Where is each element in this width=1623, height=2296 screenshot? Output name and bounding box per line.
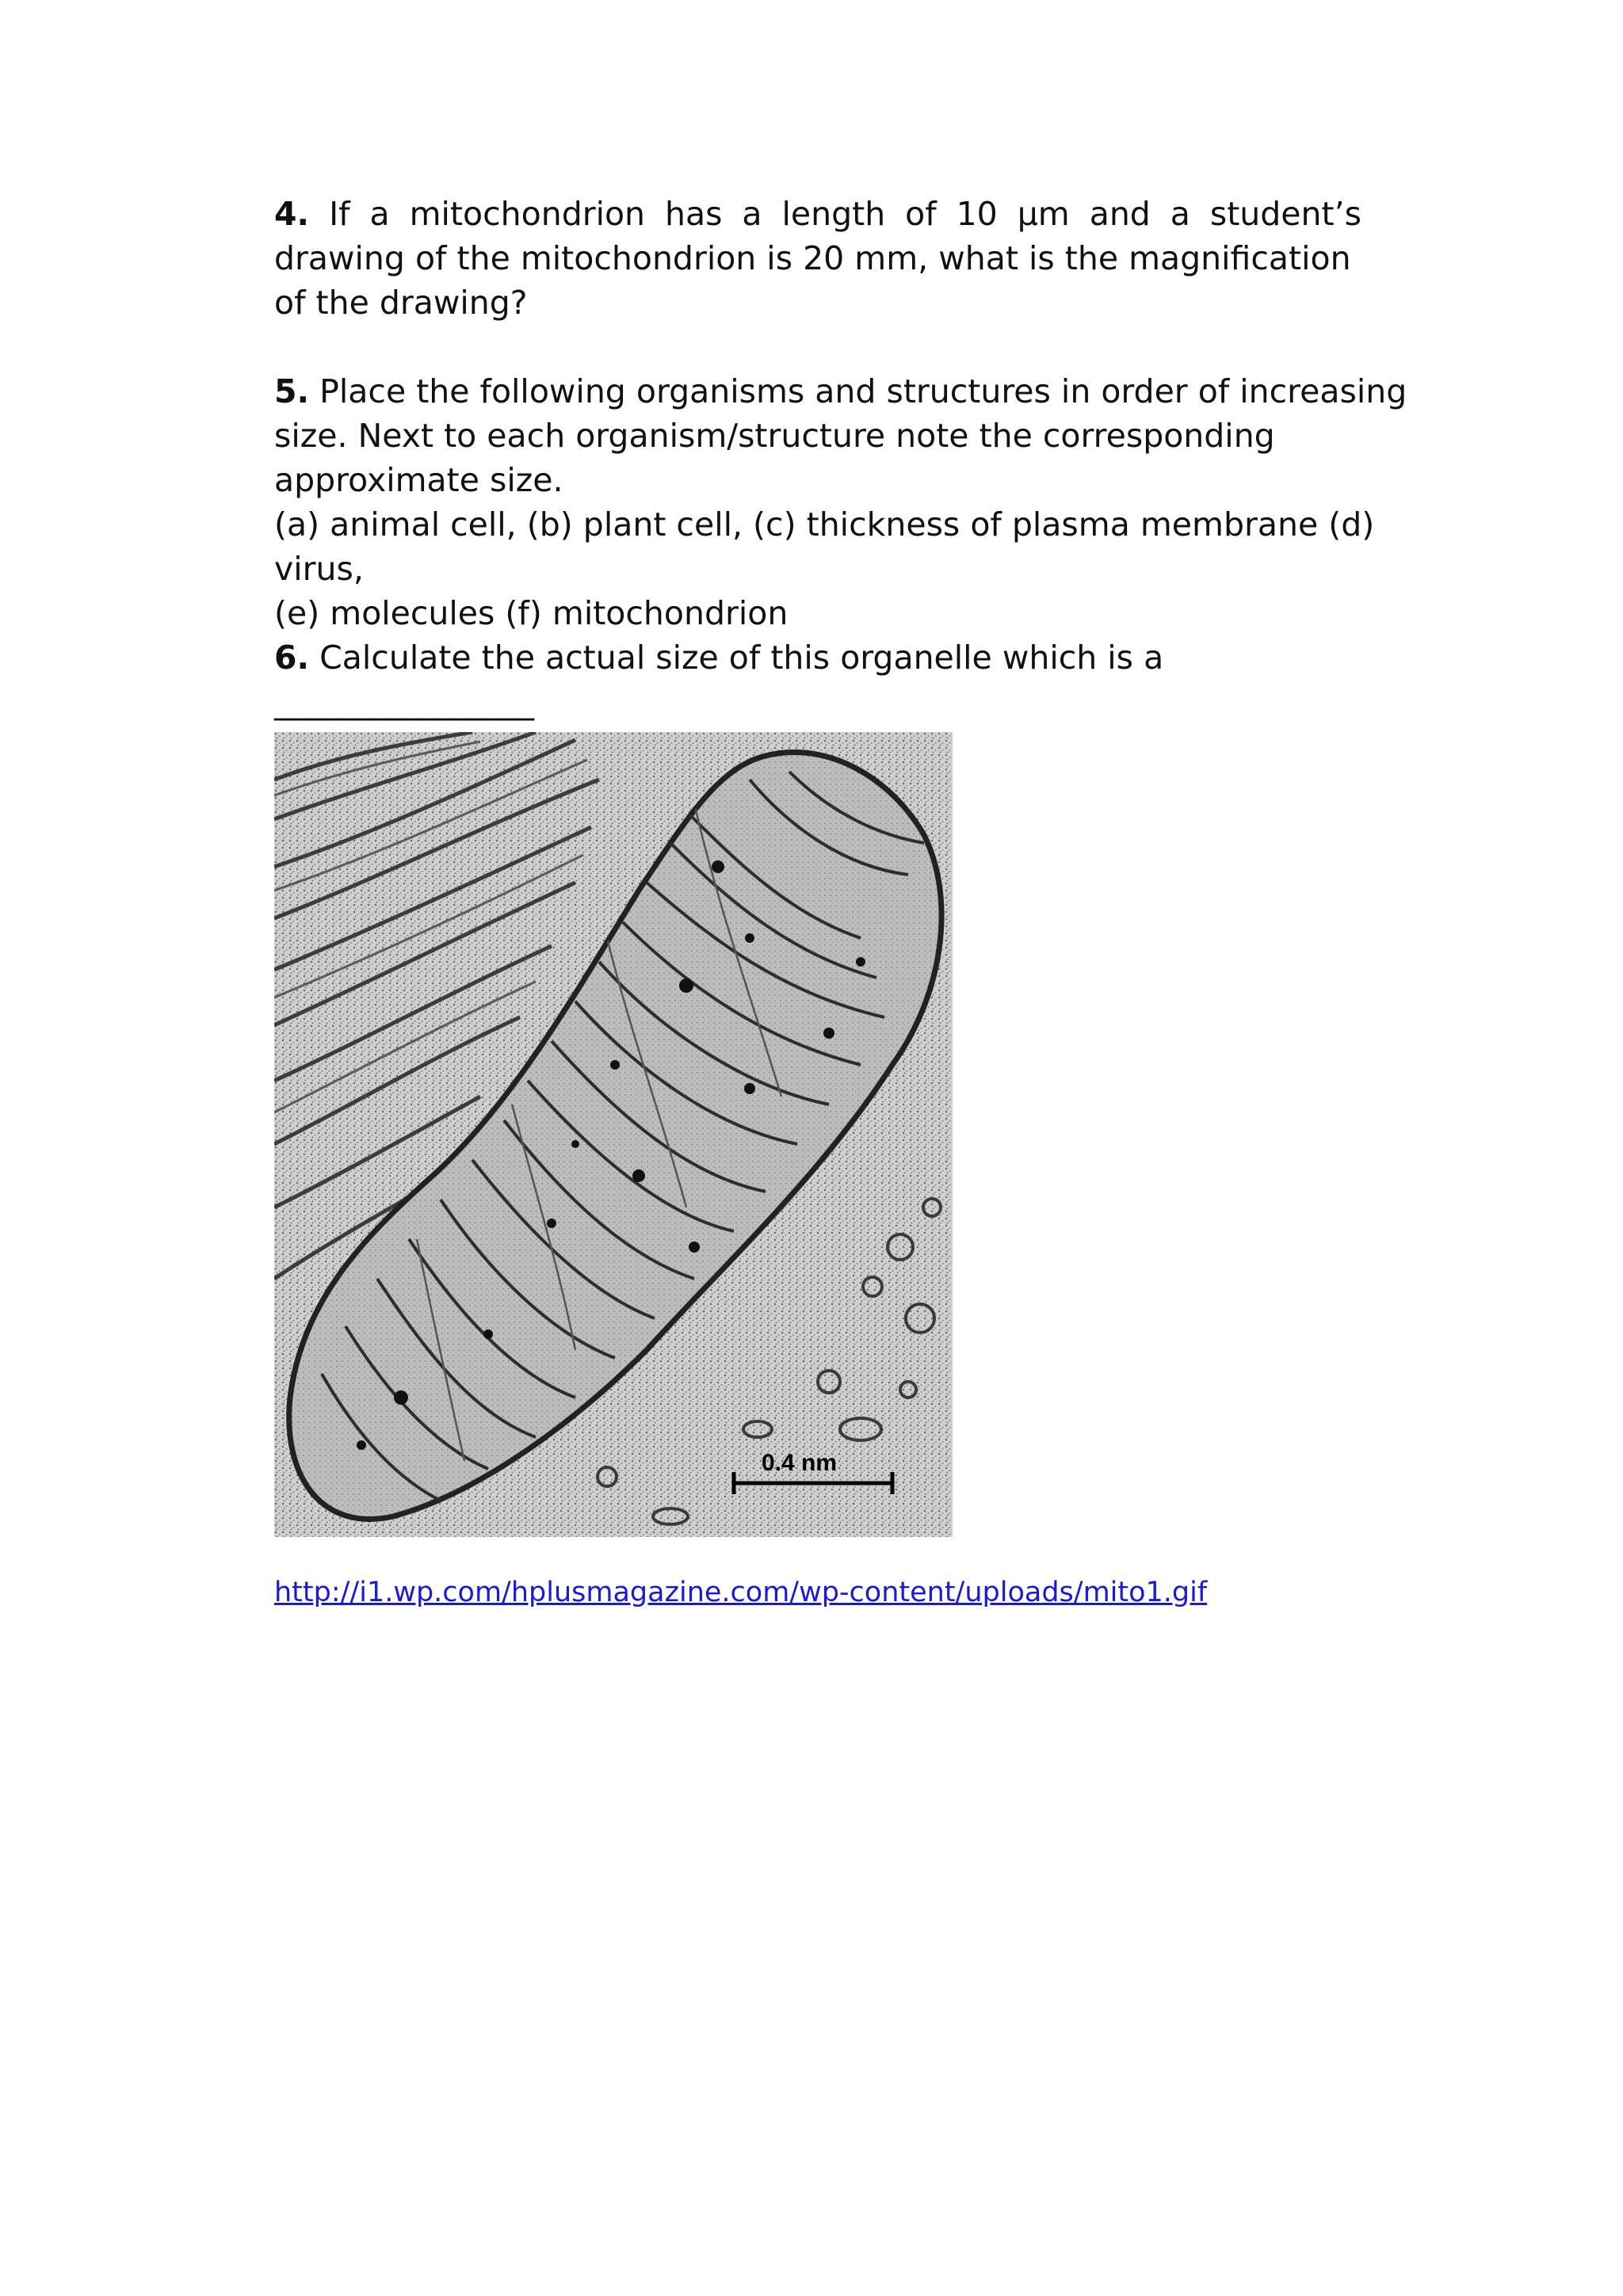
question-6-text: Calculate the actual size of this organelle which is a — [319, 639, 1164, 677]
question-6-number: 6. — [274, 639, 310, 677]
question-4-line-1-text: If a mitochondrion has a length of 10 µm and a student’s — [329, 195, 1361, 233]
source-link[interactable]: http://i1.wp.com/hplusmagazine.com/wp-content/uploads/mito1.gif — [274, 1577, 1208, 1608]
question-5-line-1-text: Place the following organisms and structures in order of increasing — [319, 372, 1407, 410]
question-5-number: 5. — [274, 372, 310, 410]
question-5-options-line-2: (e) molecules (f) mitochondrion — [274, 594, 789, 632]
question-5-line-1 — [274, 369, 1431, 414]
question-6 — [274, 635, 1431, 724]
question-4 — [274, 192, 1431, 325]
question-4-number: 4. — [274, 195, 310, 233]
question-4-line-2: drawing of the mitochondrion is 20 mm, what is the magnification — [274, 239, 1351, 277]
question-4-line-3: of the drawing? — [274, 284, 528, 322]
mitochondrion-micrograph — [274, 732, 953, 1537]
answer-blank: ________________ — [274, 683, 534, 721]
question-5 — [274, 369, 1431, 635]
scale-bar-label: 0.4 nm — [762, 1450, 838, 1476]
question-5-line-3: approximate size. — [274, 461, 563, 499]
question-4-line-1 — [274, 192, 1361, 236]
question-5-options-line-1: (a) animal cell, (b) plant cell, (c) thickness of plasma membrane (d) virus, — [274, 505, 1375, 588]
question-5-line-2: size. Next to each organism/structure note the corresponding — [274, 417, 1275, 455]
